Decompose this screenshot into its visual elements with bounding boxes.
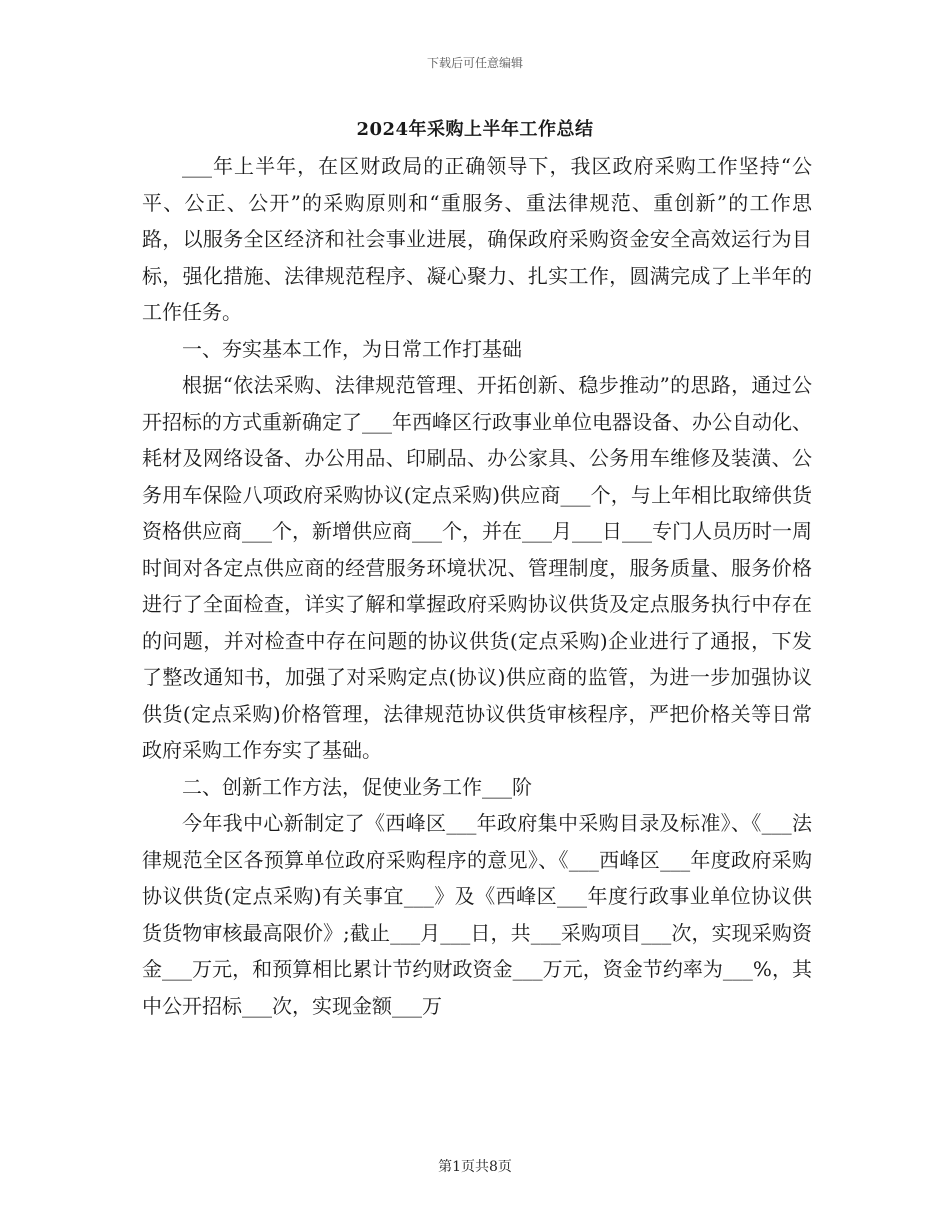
intro-paragraph: ___年上半年，在区财政局的正确领导下，我区政府采购工作坚持“公平、公正、公开”的采购原则和“重服务、重法律规范、重创新”的工作思路，以服务全区经济和社会事业进展，确保政府采购资金安全高效运行为目标，强化措施、法律规范程序、凝心聚力、扎实工作，圆满完成了上半年的工作任务。 <box>142 154 812 324</box>
document-body <box>142 148 812 1024</box>
page-footer: 第1页共8页 <box>438 1159 512 1175</box>
header-note: 下载后可任意编辑 <box>426 56 523 70</box>
section-2-paragraph: 今年我中心新制定了《西峰区___年政府集中采购目录及标准》、《___法律规范全区各预算单位政府采购程序的意见》、《___西峰区___年度政府采购协议供货(定点采购)有关事宜___》及《西峰区___年度行政事业单位协议供货货物审核最高限价》;截止___月___日，共___采购项目___次，实现采购资金___万元，和预算相比累计节约财政资金___万元，资金节约率为___%，其中公开招标___次，实现金额___万 <box>142 811 812 1018</box>
section-1-paragraph: 根据“依法采购、法律规范管理、开拓创新、稳步推动”的思路，通过公开招标的方式重新确定了___年西峰区行政事业单位电器设备、办公自动化、耗材及网络设备、办公用品、印刷品、办公家具、公务用车维修及装潢、公务用车保险八项政府采购协议(定点采购)供应商___个，与上年相比取缔供货资格供应商___个，新增供应商___个，并在___月___日___专门人员历时一周时间对各定点供应商的经营服务环境状况、管理制度，服务质量、服务价格进行了全面检查，详实了解和掌握政府采购协议供货及定点服务执行中存在的问题，并对检查中存在问题的协议供货(定点采购)企业进行了通报，下发了整改通知书，加强了对采购定点(协议)供应商的监管，为进一步加强协议供货(定点采购)价格管理，法律规范协议供货审核程序，严把价格关等日常政府采购工作夯实了基础。 <box>142 373 812 762</box>
section-heading-1: 一、夯实基本工作，为日常工作打基础 <box>182 336 522 361</box>
section-heading-2: 二、创新工作方法，促使业务工作___阶 <box>182 774 532 799</box>
document-title: 2024年采购上半年工作总结 <box>356 119 594 140</box>
